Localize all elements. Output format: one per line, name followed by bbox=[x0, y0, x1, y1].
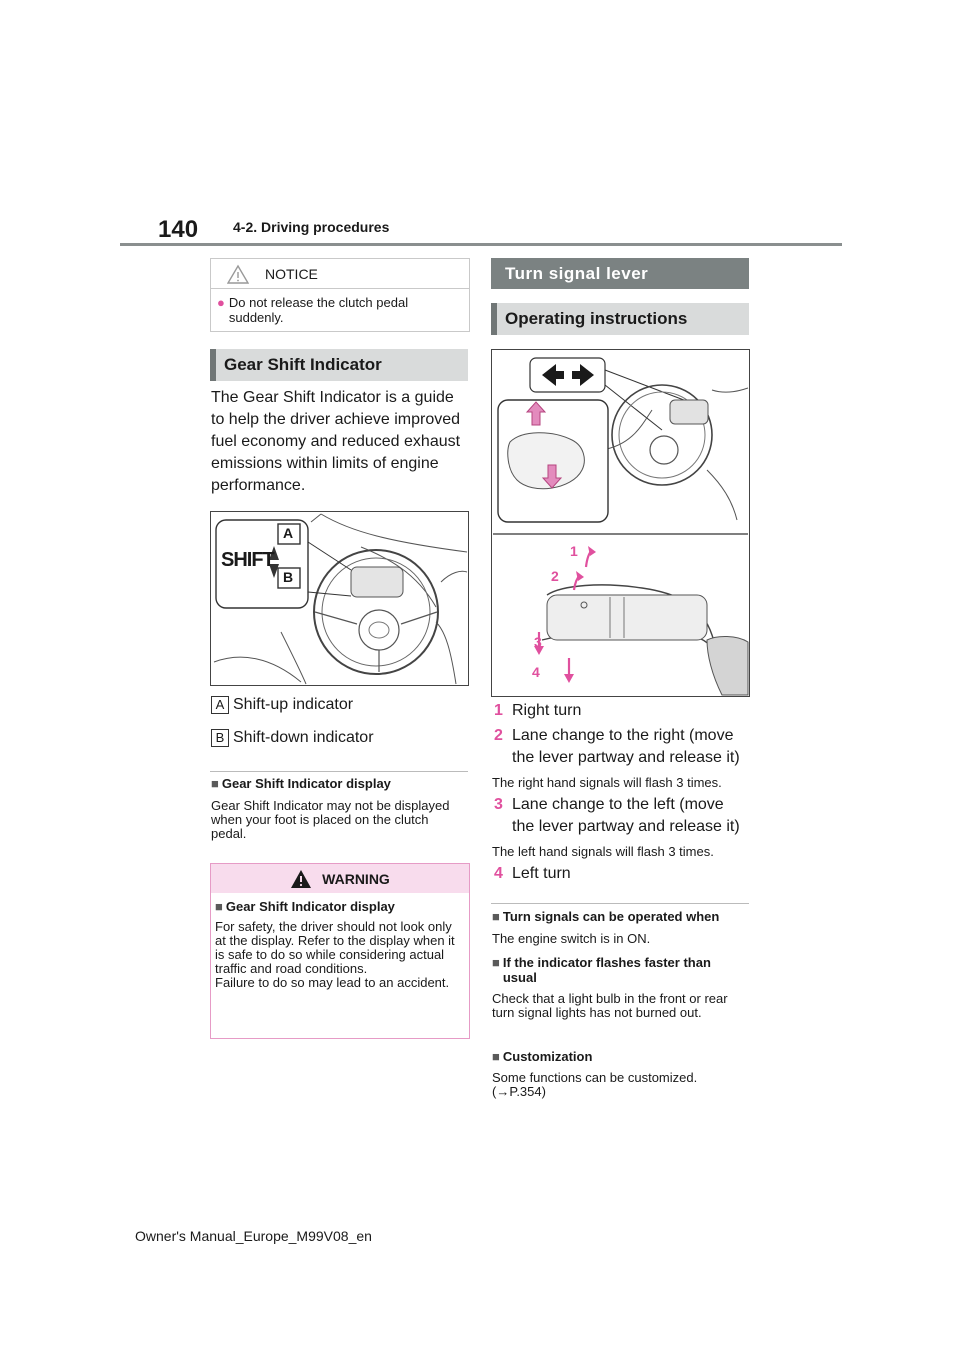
gear-shift-figure bbox=[210, 511, 469, 686]
note-title-2: If the indicator flashes faster than usual bbox=[502, 955, 711, 985]
step-3 bbox=[494, 794, 750, 838]
figure-number-2: 2 bbox=[551, 568, 559, 584]
figure-number-3: 3 bbox=[534, 634, 542, 650]
turn-signal-heading bbox=[491, 258, 749, 289]
square-bullet-icon: ■ bbox=[492, 909, 500, 924]
square-bullet-icon: ■ bbox=[492, 1049, 500, 1064]
footer-text: Owner's Manual_Europe_M99V08_en bbox=[135, 1228, 372, 1244]
page-number: 140 bbox=[158, 216, 199, 243]
notice-item bbox=[211, 289, 469, 325]
header-rule bbox=[120, 243, 842, 246]
figure-number-4: 4 bbox=[532, 664, 540, 680]
note-text-2: Check that a light bulb in the front or rear turn signal lights has not burned out. bbox=[492, 991, 728, 1020]
notice-header bbox=[211, 259, 469, 289]
note-subhead-1 bbox=[492, 909, 719, 924]
figure-number-1: 1 bbox=[570, 543, 578, 559]
warning-header bbox=[211, 864, 469, 893]
warning-subhead-text: Gear Shift Indicator display bbox=[225, 899, 395, 914]
step-1 bbox=[494, 700, 750, 722]
notice-item-text: Do not release the clutch pedal suddenly. bbox=[228, 295, 409, 325]
gear-shift-intro: The Gear Shift Indicator is a guide to help the driver achieve improved fuel economy and reduced exhaust emissions within limits of engine performance. bbox=[211, 389, 461, 494]
notice-box bbox=[210, 258, 470, 332]
turn-signal-lever-illustration bbox=[492, 350, 749, 696]
shift-label: SHIFT bbox=[221, 549, 274, 571]
gear-shift-display-subhead bbox=[211, 776, 391, 791]
note-title-1: Turn signals can be operated when bbox=[502, 909, 720, 924]
legend-item-a bbox=[211, 694, 353, 716]
warning-text-2: Failure to do so may lead to an accident. bbox=[215, 975, 450, 990]
legend-key-b: B bbox=[211, 729, 229, 747]
step-text: Left turn bbox=[512, 865, 571, 882]
divider bbox=[491, 903, 749, 904]
note-text-3: Some functions can be customized. (→P.354) bbox=[492, 1070, 698, 1099]
figure-label-a: A bbox=[283, 525, 294, 541]
bullet-dot-icon: ● bbox=[217, 295, 225, 310]
note-subhead-3 bbox=[492, 1049, 592, 1064]
warning-text-1: For safety, the driver should not look only at the display. Refer to the display when it is safe to do so while considering actual traffic and road conditions. bbox=[215, 919, 455, 976]
step-number: 4 bbox=[494, 865, 503, 882]
steering-wheel-illustration bbox=[211, 512, 468, 685]
gear-shift-display-title: Gear Shift Indicator display bbox=[221, 776, 391, 791]
gear-shift-display-text: Gear Shift Indicator may not be displayed when your foot is placed on the clutch pedal. bbox=[211, 798, 450, 841]
note-text-1: The engine switch is in ON. bbox=[492, 931, 651, 946]
notice-title: NOTICE bbox=[265, 265, 318, 282]
turn-signal-figure bbox=[491, 349, 750, 697]
step-number: 1 bbox=[494, 702, 503, 719]
step-2-note: The right hand signals will flash 3 times. bbox=[492, 775, 722, 790]
legend-text-a: Shift-up indicator bbox=[233, 696, 354, 713]
turn-signal-heading-text: Turn signal lever bbox=[505, 263, 649, 283]
figure-label-b: B bbox=[283, 569, 294, 585]
section-title: 4-2. Driving procedures bbox=[233, 219, 390, 235]
step-number: 3 bbox=[494, 796, 503, 813]
legend-text-b: Shift-down indicator bbox=[233, 729, 374, 746]
warning-title: WARNING bbox=[322, 870, 390, 887]
note-title-3: Customization bbox=[502, 1049, 593, 1064]
caution-triangle-icon bbox=[227, 264, 249, 284]
note-subhead-2 bbox=[492, 955, 750, 985]
step-text: Lane change to the left (move the lever partway and release it) bbox=[512, 796, 740, 835]
operating-instructions-text: Operating instructions bbox=[505, 309, 688, 328]
warning-triangle-icon bbox=[290, 869, 312, 889]
legend-item-b bbox=[211, 727, 374, 749]
step-number: 2 bbox=[494, 727, 503, 744]
divider bbox=[210, 771, 468, 772]
operating-instructions-heading bbox=[491, 303, 749, 335]
warning-subhead bbox=[215, 899, 463, 914]
gear-shift-heading-text: Gear Shift Indicator bbox=[224, 355, 382, 374]
step-4 bbox=[494, 863, 750, 885]
gear-shift-heading bbox=[210, 349, 468, 381]
step-3-note: The left hand signals will flash 3 times. bbox=[492, 844, 714, 859]
step-text: Right turn bbox=[512, 702, 582, 719]
step-2 bbox=[494, 725, 750, 769]
square-bullet-icon: ■ bbox=[215, 899, 223, 914]
step-text: Lane change to the right (move the lever partway and release it) bbox=[512, 727, 740, 766]
warning-box bbox=[210, 863, 470, 1039]
square-bullet-icon: ■ bbox=[211, 776, 219, 791]
square-bullet-icon: ■ bbox=[492, 955, 500, 970]
legend-key-a: A bbox=[211, 696, 229, 714]
